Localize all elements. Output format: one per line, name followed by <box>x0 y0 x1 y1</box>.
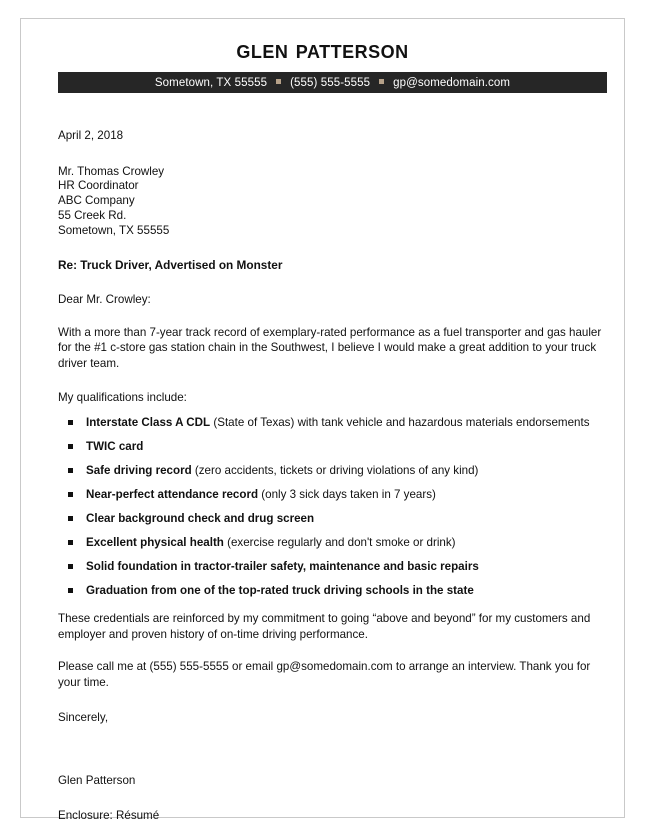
qualification-highlight: Interstate Class A CDL <box>86 416 211 430</box>
qualification-highlight: Graduation from one of the top-rated truck driving schools in the state <box>86 583 474 597</box>
qualification-highlight: Near-perfect attendance record <box>86 488 259 502</box>
sign-off: Sincerely, <box>58 710 109 724</box>
qualifications-lead: My qualifications include: <box>58 391 187 405</box>
qualification-highlight: Clear background check and drug screen <box>86 512 315 526</box>
list-item <box>58 463 604 478</box>
list-item <box>58 535 604 550</box>
recipient-city-state-zip: Sometown, TX 55555 <box>58 223 170 237</box>
subject-line: Re: Truck Driver, Advertised on Monster <box>58 257 283 272</box>
qualifications-list <box>58 415 604 598</box>
separator-square-icon <box>379 79 384 84</box>
recipient-title: HR Coordinator <box>58 179 139 193</box>
bullet-square-icon <box>68 468 73 473</box>
letterhead <box>21 19 624 93</box>
bullet-square-icon <box>68 564 73 569</box>
qualification-detail: (zero accidents, tickets or driving violations of any kind) <box>191 464 479 478</box>
qualification-highlight: Solid foundation in tractor-trailer safety, maintenance and basic repairs <box>86 559 479 573</box>
salutation: Dear Mr. Crowley: <box>58 293 151 307</box>
recipient-address-block <box>58 165 604 239</box>
bullet-square-icon <box>68 420 73 425</box>
bullet-square-icon <box>68 588 73 593</box>
recipient-company: ABC Company <box>58 194 135 208</box>
bullet-square-icon <box>68 444 73 449</box>
bullet-square-icon <box>68 516 73 521</box>
list-item <box>58 439 604 454</box>
page-title: glen patterson <box>236 36 409 64</box>
qualification-detail: (exercise regularly and don't smoke or drink) <box>223 536 456 549</box>
intro-paragraph: With a more than 7-year track record of exemplary-rated performance as a fuel transporter and gas hauler for the #1 c-store gas station chain in the Southwest, I believe I would make a great addition to your truck driver team. <box>58 325 602 371</box>
recipient-name: Mr. Thomas Crowley <box>58 164 165 178</box>
date-line: April 2, 2018 <box>58 129 124 143</box>
bullet-square-icon <box>68 492 73 497</box>
contact-bar <box>58 72 607 93</box>
bullet-square-icon <box>68 540 73 545</box>
qualification-highlight: Safe driving record <box>86 464 192 478</box>
qualification-highlight: Excellent physical health <box>86 536 224 549</box>
qualification-highlight: TWIC card <box>86 440 144 454</box>
letter-body <box>21 128 624 823</box>
signature-name: Glen Patterson <box>58 774 136 788</box>
call-to-action-paragraph: Please call me at (555) 555-5555 or email gp@somedomain.com to arrange an interview. Thank you for your time. <box>58 659 591 689</box>
separator-square-icon <box>276 79 281 84</box>
contact-email: gp@somedomain.com <box>393 76 511 89</box>
list-item <box>58 487 604 502</box>
recipient-street: 55 Creek Rd. <box>58 209 127 223</box>
qualification-detail: (only 3 sick days taken in 7 years) <box>258 488 436 502</box>
list-item <box>58 559 604 574</box>
qualification-detail: (State of Texas) with tank vehicle and hazardous materials endorsements <box>210 416 590 430</box>
list-item <box>58 511 604 526</box>
list-item <box>58 415 604 430</box>
contact-phone: (555) 555-5555 <box>290 76 371 89</box>
list-item <box>58 583 604 598</box>
closing-paragraph: These credentials are reinforced by my commitment to going “above and beyond” for my customers and employer and proven history of on-time driving performance. <box>58 612 591 642</box>
contact-location: Sometown, TX 55555 <box>154 76 268 89</box>
letter-page <box>20 18 625 823</box>
enclosure-line: Enclosure: Résumé <box>58 809 160 823</box>
